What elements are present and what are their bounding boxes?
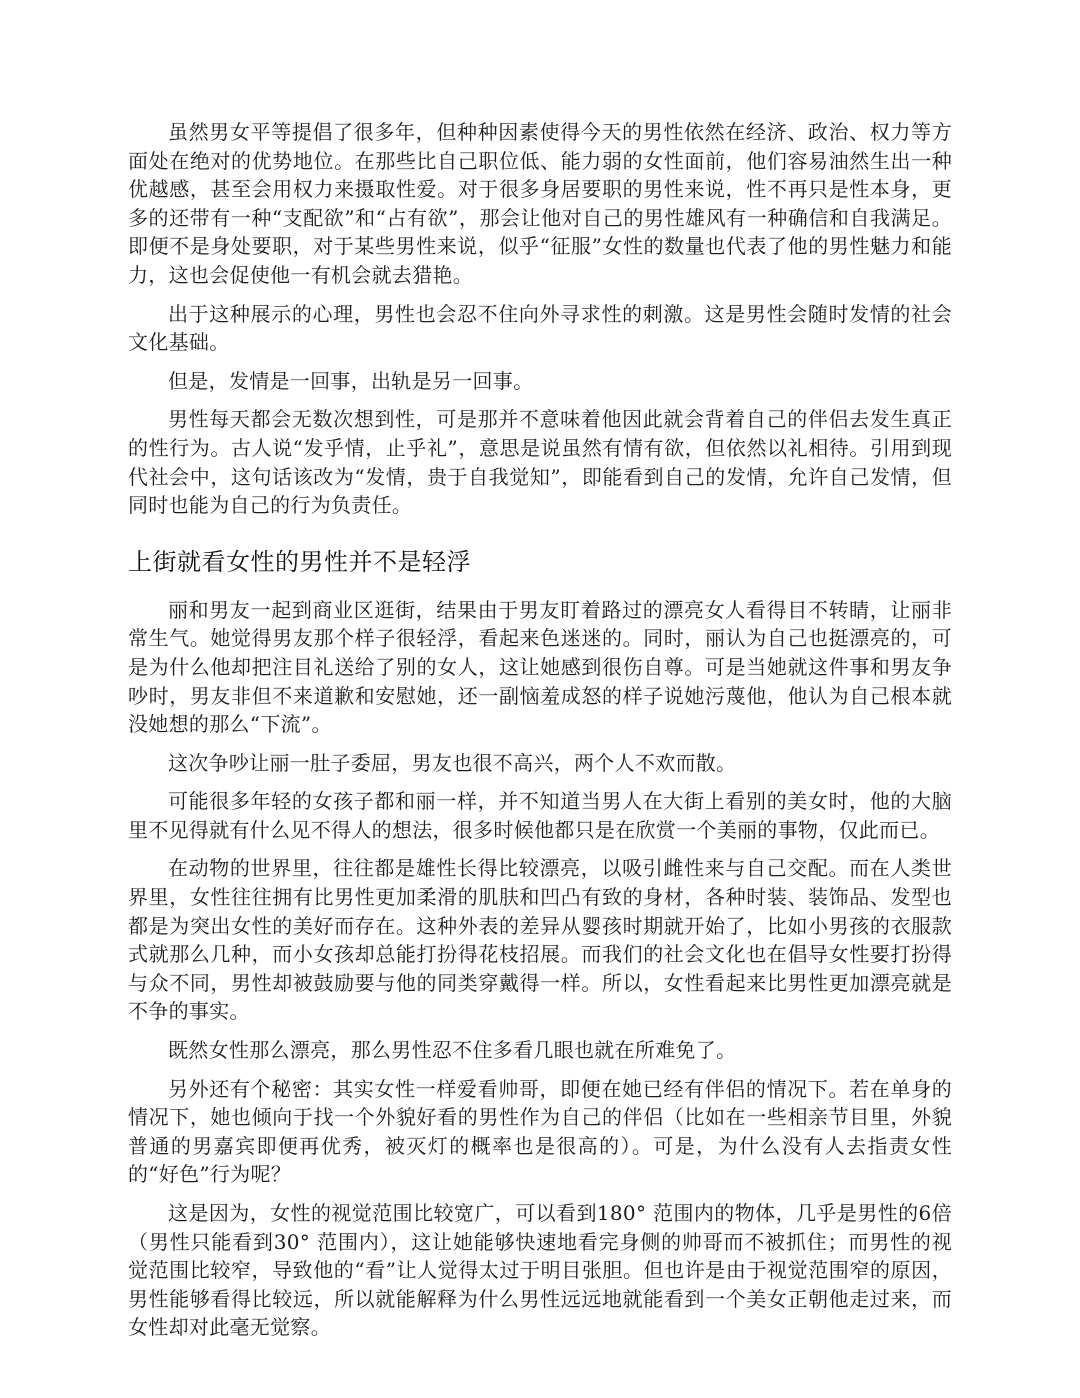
paragraph: 但是，发情是一回事，出轨是另一回事。 <box>168 368 534 393</box>
section-heading: 上街就看女性的男性并不是轻浮 <box>128 547 471 576</box>
paragraph: 丽和男友一起到商业区逛街，结果由于男友盯着路过的漂亮女人看得目不转睛，让丽非常生气。她觉得男友那个样子很轻浮，看起来色迷迷的。同时，丽认为自己也挺漂亮的，可是为什么他却把注目礼送给了别的女人，这让她感到很伤自尊。可是当她就这件事和男友争吵时，男友非但不来道歉和安慰她，还一副恼羞成怒的样子说她污蔑他，他认为自己根本就没她想的那么“下流”。 <box>128 597 952 737</box>
paragraph: 既然女性那么漂亮，那么男性忍不住多看几眼也就在所难免了。 <box>168 1038 737 1063</box>
paragraph: 可能很多年轻的女孩子都和丽一样，并不知道当男人在大街上看别的美女时，他的大脑里不见得就有什么见不得人的想法，很多时候他都只是在欣赏一个美丽的事物，仅此而已。 <box>128 789 952 842</box>
paragraph: 虽然男女平等提倡了很多年，但种种因素使得今天的男性依然在经济、政治、权力等方面处在绝对的优势地位。在那些比自己职位低、能力弱的女性面前，他们容易油然生出一种优越感，甚至会用权力来摄取性爱。对于很多身居要职的男性来说，性不再只是性本身，更多的还带有一种“支配欲”和“占有欲”，那会让他对自己的男性雄风有一种确信和自我满足。即便不是身处要职，对于某些男性来说，似乎“征服”女性的数量也代表了他的男性魅力和能力，这也会促使他一有机会就去猎艳。 <box>128 120 952 287</box>
paragraph: 出于这种展示的心理，男性也会忍不住向外寻求性的刺激。这是男性会随时发情的社会文化基础。 <box>128 301 952 355</box>
document-page <box>128 118 952 1352</box>
paragraph: 这次争吵让丽一肚子委屈，男友也很不高兴，两个人不欢而散。 <box>168 750 737 775</box>
paragraph: 这是因为，女性的视觉范围比较宽广，可以看到180° 范围内的物体，几乎是男性的6倍（男性只能看到30° 范围内），这让她能够快速地看完身侧的帅哥而不被抓住；而男性的视觉范围比较窄，导致他的“看”让人觉得太过于明目张胆。但也许是由于视觉范围窄的原因，男性能够看得比较远，所以就能解释为什么男性远远地就能看到一个美女正朝他走过来，而女性却对此毫无觉察。 <box>128 1201 952 1340</box>
paragraph: 男性每天都会无数次想到性，可是那并不意味着他因此就会背着自己的伴侣去发生真正的性行为。古人说“发乎情，止乎礼”，意思是说虽然有情有欲，但依然以礼相待。引用到现代社会中，这句话该改为“发情，贵于自我觉知”，即能看到自己的发情，允许自己发情，但同时也能为自己的行为负责任。 <box>128 407 952 518</box>
paragraph: 另外还有个秘密：其实女性一样爱看帅哥，即便在她已经有伴侣的情况下。若在单身的情况下，她也倾向于找一个外貌好看的男性作为自己的伴侣（比如在一些相亲节目里，外貌普通的男嘉宾即便再优秀，被灭灯的概率也是很高的）。可是，为什么没有人去指责女性的“好色”行为呢？ <box>128 1076 952 1187</box>
paragraph: 在动物的世界里，往往都是雄性长得比较漂亮，以吸引雌性来与自己交配。而在人类世界里，女性往往拥有比男性更加柔滑的肌肤和凹凸有致的身材，各种时装、装饰品、发型也都是为突出女性的美好而存在。这种外表的差异从婴孩时期就开始了，比如小男孩的衣服款式就那么几种，而小女孩却总能打扮得花枝招展。而我们的社会文化也在倡导女性要打扮得与众不同，男性却被鼓励要与他的同类穿戴得一样。所以，女性看起来比男性更加漂亮就是不争的事实。 <box>128 856 952 1024</box>
